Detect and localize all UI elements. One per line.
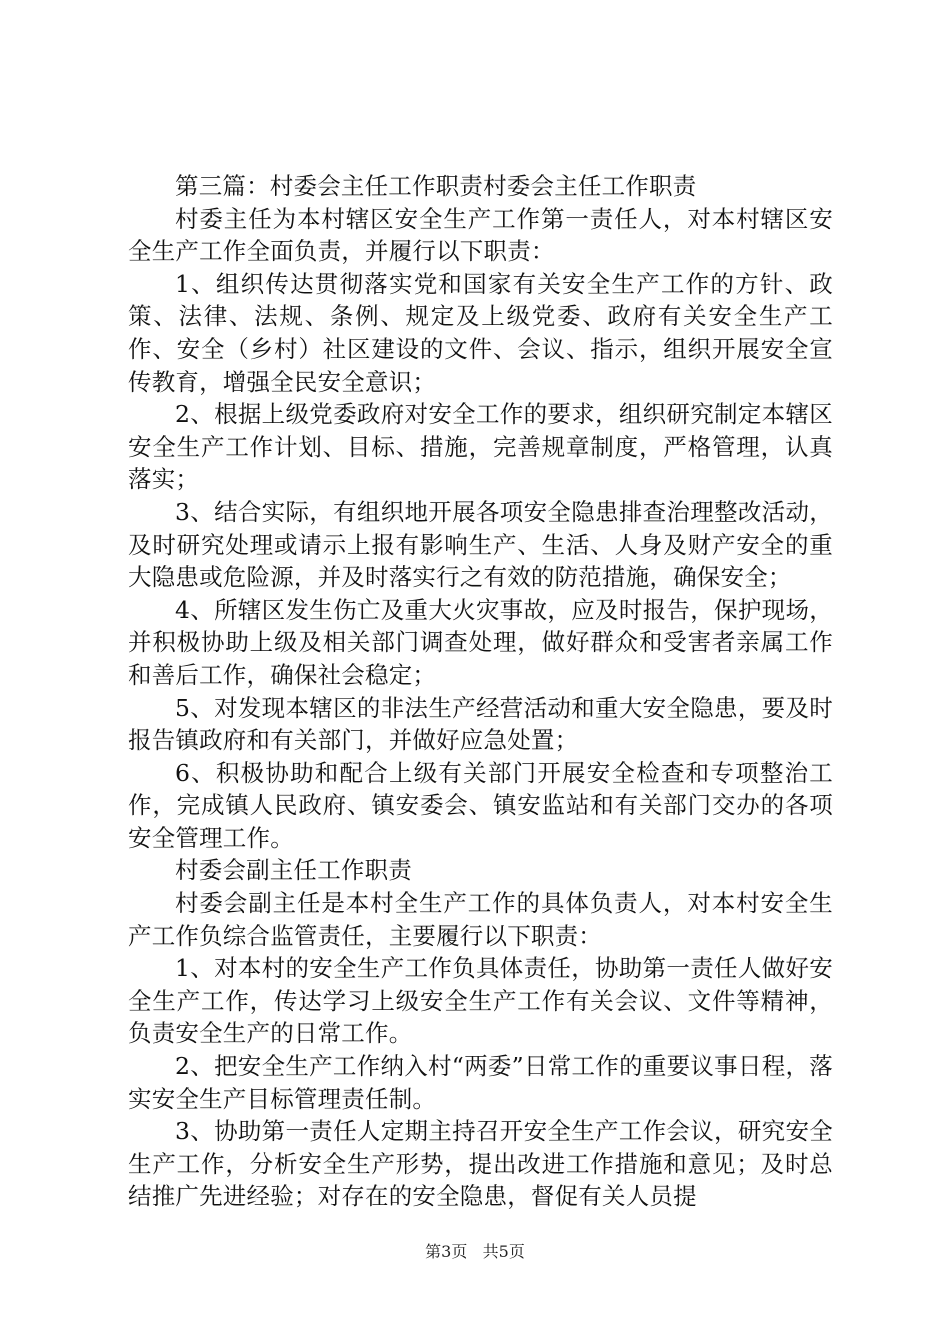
section-title: 第三篇：村委会主任工作职责村委会主任工作职责: [175, 172, 697, 200]
page-footer: [0, 1242, 950, 1262]
paragraph: 2、根据上级党委政府对安全工作的要求，组织研究制定本辖区安全生产工作计划、目标、措施，完善规章制度，严格管理，认真落实；: [128, 400, 833, 494]
paragraph: 5、对发现本辖区的非法生产经营活动和重大安全隐患，要及时报告镇政府和有关部门，并做好应急处置；: [128, 693, 833, 755]
subsection-title: 村委会副主任工作职责: [175, 856, 412, 885]
page-number: 第3页: [425, 1242, 468, 1261]
document-body: [128, 170, 833, 1213]
paragraph: 3、结合实际，有组织地开展各项安全隐患排查治理整改活动，及时研究处理或请示上报有影响生产、生活、人身及财产安全的重大隐患或危险源，并及时落实行之有效的防范措施，确保安全；: [128, 497, 833, 592]
paragraph: 2、把安全生产工作纳入村“两委”日常工作的重要议事日程，落实安全生产目标管理责任制。: [128, 1052, 833, 1113]
paragraph: 1、组织传达贯彻落实党和国家有关安全生产工作的方针、政策、法律、法规、条例、规定及上级党委、政府有关安全生产工作、安全（乡村）社区建设的文件、会议、指示，组织开展安全宣传教育，增强全民安全意识；: [128, 269, 833, 396]
paragraph: 1、对本村的安全生产工作负具体责任，协助第一责任人做好安全生产工作，传达学习上级安全生产工作有关会议、文件等精神，负责安全生产的日常工作。: [128, 954, 833, 1048]
page-total: 共5页: [482, 1242, 525, 1261]
paragraph: 村委主任为本村辖区安全生产工作第一责任人，对本村辖区安全生产工作全面负责，并履行以下职责：: [128, 204, 833, 266]
paragraph: 4、所辖区发生伤亡及重大火灾事故，应及时报告，保护现场，并积极协助上级及相关部门调查处理，做好群众和受害者亲属工作和善后工作，确保社会稳定；: [128, 595, 833, 689]
paragraph: 6、积极协助和配合上级有关部门开展安全检查和专项整治工作，完成镇人民政府、镇安委会、镇安监站和有关部门交办的各项安全管理工作。: [128, 758, 833, 852]
paragraph: 3、协助第一责任人定期主持召开安全生产工作会议，研究安全生产工作，分析安全生产形势，提出改进工作措施和意见；及时总结推广先进经验；对存在的安全隐患，督促有关人员提: [128, 1117, 833, 1211]
paragraph: 村委会副主任是本村全生产工作的具体负责人，对本村安全生产工作负综合监管责任，主要履行以下职责：: [128, 889, 833, 950]
